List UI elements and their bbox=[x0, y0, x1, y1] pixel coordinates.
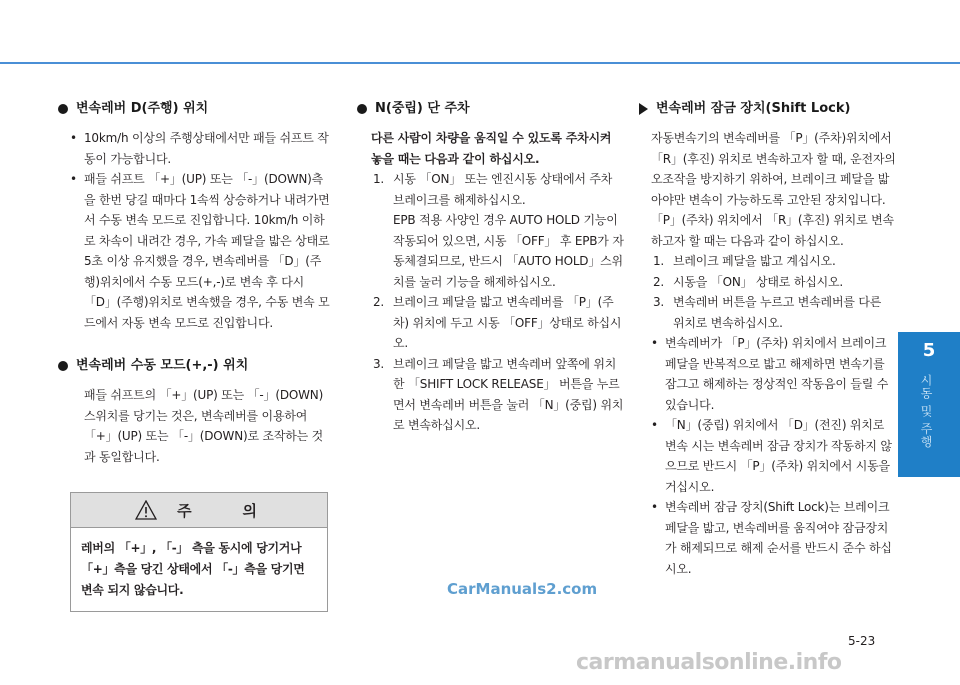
chapter-tab bbox=[898, 332, 960, 477]
page-number: 5-23 bbox=[848, 634, 876, 648]
manual-mode-heading bbox=[58, 357, 334, 375]
bullet-dot-icon bbox=[58, 104, 68, 114]
list-item: • 10km/h 이상의 주행상태에서만 패들 쉬프트 작동이 가능합니다. bbox=[58, 128, 334, 169]
step-number: 1. bbox=[653, 254, 665, 268]
chapter-number: 5 bbox=[922, 340, 936, 361]
header-rule bbox=[0, 62, 960, 64]
step-number: 2. bbox=[653, 274, 665, 289]
step-text: 브레이크 페달을 밟고 변속레버 앞쪽에 위치한 「SHIFT LOCK RELEASE」 버튼을 누르면서 변속레버 버튼을 눌러 「N」(중립) 위치로 변속하십시오. bbox=[393, 356, 624, 432]
caution-body: 레버의 「+」, 「-」 측을 동시에 당기거나 「+」측을 당긴 상태에서 「-」측을 당기면 변속 되지 않습니다. bbox=[81, 541, 305, 597]
shift-lock-notes bbox=[639, 333, 896, 579]
column-right bbox=[639, 100, 896, 579]
bullet-dot-icon bbox=[58, 361, 68, 371]
step-text: 브레이크 페달을 밟고 변속레버를 「P」(주차) 위치에 두고 시동 「OFF」상태로 하십시오. bbox=[393, 295, 622, 350]
triangle-bullet-icon bbox=[639, 103, 648, 115]
n-park-heading bbox=[357, 100, 625, 118]
list-item bbox=[651, 251, 896, 272]
step-number: 3. bbox=[653, 295, 665, 309]
shift-lock-content bbox=[639, 128, 896, 579]
manual-mode-body: 패들 쉬프트의 「+」(UP) 또는 「-」(DOWN)스위치를 당기는 것은, 변속레버를 이용하여 「+」(UP) 또는 「-」(DOWN)로 조작하는 것과 동일합니다. bbox=[84, 388, 324, 464]
step-number: 3. bbox=[373, 356, 385, 371]
step-text: 시동 「ON」 또는 엔진시동 상태에서 주차 브레이크를 해제하십시오. bbox=[393, 172, 613, 207]
shift-lock-para: 「P」(주차) 위치에서 「R」(후진) 위치로 변속하고자 할 때는 다음과 같이 하십시오. bbox=[651, 213, 894, 248]
list-item: • 「N」(중립) 위치에서 「D」(전진) 위치로 변속 시는 변속레버 잠금 장치가 작동하지 않으므로 반드시 「P」(주차) 위치에서 시동을 거십시오. bbox=[639, 415, 896, 497]
d-mode-title: 변속레버 D(주행) 위치 bbox=[76, 101, 209, 116]
step-number: 2. bbox=[373, 295, 385, 309]
list-item bbox=[371, 354, 625, 436]
manual-mode-title: 변속레버 수동 모드(+,-) 위치 bbox=[76, 358, 249, 373]
step-number: 1. bbox=[373, 172, 385, 186]
d-mode-heading bbox=[58, 100, 334, 118]
step-text: 변속레버 버튼을 누르고 변속레버를 다른 위치로 변속하십시오. bbox=[673, 295, 882, 330]
step-text: 시동을 「ON」 상태로 하십시오. bbox=[673, 274, 844, 289]
shift-lock-steps bbox=[651, 251, 896, 333]
column-left bbox=[58, 100, 334, 467]
column-middle bbox=[357, 100, 625, 436]
footer-watermark: carmanualsonline.info bbox=[576, 650, 842, 675]
n-park-steps bbox=[357, 169, 625, 436]
watermark-text: CarManuals2.com bbox=[447, 580, 598, 598]
warning-triangle-icon bbox=[135, 500, 157, 520]
step-text: 브레이크 페달을 밟고 계십시오. bbox=[673, 254, 836, 268]
d-mode-list bbox=[58, 128, 334, 333]
caution-title: 주 의 bbox=[177, 501, 263, 520]
shift-lock-heading bbox=[639, 100, 896, 118]
list-item: • 패들 쉬프트 「+」(UP) 또는 「-」(DOWN)측을 한번 당길 때마다 1속씩 상승하거나 내려가면서 수동 변속 모드로 진입합니다. 10km/h 이하로 차속이 내려간 경우, 가속 페달을 밟은 상태로 5초 이상 유지했을 경우, 변속레버를 「D」(주행)위치에서 수동 모드(+,-)로 변속 후 다시 「D」(주행)위치로 변속했을 경우, 수동 변속 모드에서 자동 변속 모드로 진입합니다. bbox=[58, 169, 334, 333]
shift-lock-para: 자동변속기의 변속레버를 「P」(주차)위치에서 「R」(후진) 위치로 변속하고자 할 때, 운전자의 오조작을 방지하기 위하여, 브레이크 페달을 밟아야만 변속이 가능하도록 고안된 장치입니다. bbox=[651, 131, 896, 207]
chapter-label: 시동 및 주행 bbox=[919, 374, 933, 449]
n-park-title: N(중립) 단 주차 bbox=[375, 101, 470, 116]
list-item bbox=[651, 272, 896, 293]
list-item: • 변속레버가 「P」(주차) 위치에서 브레이크 페달을 반복적으로 밟고 해제하면 변속기를 잠그고 해제하는 정상적인 작동음이 들릴 수 있습니다. bbox=[639, 333, 896, 415]
list-item: • 변속레버 잠금 장치(Shift Lock)는 브레이크 페달을 밟고, 변속레버를 움직여야 잠금장치가 해제되므로 해제 순서를 반드시 준수 하십시오. bbox=[639, 497, 896, 579]
shift-lock-title: 변속레버 잠금 장치(Shift Lock) bbox=[656, 101, 851, 116]
list-item bbox=[651, 292, 896, 333]
bullet-dot-icon bbox=[357, 104, 367, 114]
list-item bbox=[371, 169, 625, 292]
list-item bbox=[371, 292, 625, 354]
caution-box bbox=[70, 492, 328, 612]
caution-header bbox=[71, 493, 327, 528]
n-park-intro: 다른 사람이 차량을 움직일 수 있도록 주차시켜 놓을 때는 다음과 같이 하십시오. bbox=[371, 131, 612, 166]
step-note: EPB 적용 사양인 경우 AUTO HOLD 기능이 작동되어 있으면, 시동 「OFF」 후 EPB가 자동체결되므로, 반드시 「AUTO HOLD」스위치를 눌러 기능을 해제하십시오. bbox=[393, 213, 624, 289]
